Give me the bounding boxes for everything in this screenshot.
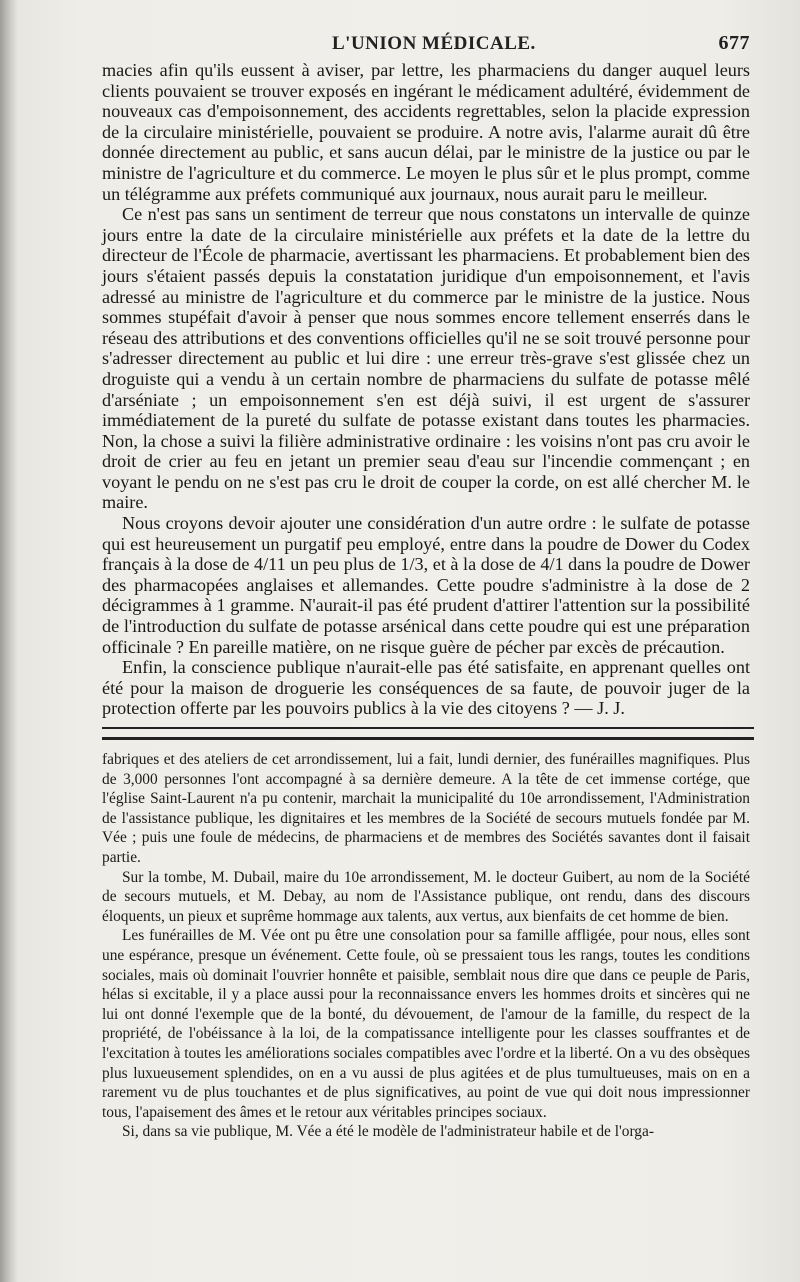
obituary-paragraph-1: fabriques et des ateliers de cet arrondissement, lui a fait, lundi dernier, des funérailles magnifiques. Plus de 3,000 personnes l'ont accompagné à sa dernière demeure. A la tête de cet immense cortége, que l'église Saint-Laurent n'a pu contenir, marchait la municipalité du 10e arrondissement, l'Administration de l'assistance publique, les dignitaires et les membres de la Société de secours mutuels fondée par M. Vée ; puis une foule de médecins, de pharmaciens et de membres des Sociétés savantes dont il faisait partie.: [102, 751, 750, 866]
article-paragraph-1: macies afin qu'ils eussent à aviser, par lettre, les pharmaciens du danger auquel leurs clients pouvaient se trouver exposés en ingérant le médicament adultéré, évidemment de nouveaux cas d'empoisonnement, des accidents regrettables, selon la placide expression de la circulaire ministérielle, pouvaient se produire. A notre avis, l'alarme aurait dû être donnée directement au public, et sans aucun délai, par le ministre de la justice ou par le ministre de l'agriculture et du commerce. Le moyen le plus sûr et le plus prompt, comme un télégramme aux préfets communiqué aux journaux, nous aurait paru le meilleur.: [102, 60, 750, 204]
obituary-paragraph-2: Sur la tombe, M. Dubail, maire du 10e arrondissement, M. le docteur Guibert, au nom de la Société de secours mutuels, et M. Debay, au nom de l'Assistance publique, ont rendu, dans des discours éloquents, un pieux et suprême hommage aux talents, aux vertus, aux bienfaits de cet homme de bien.: [102, 868, 750, 925]
article-paragraph-3: Nous croyons devoir ajouter une considération d'un autre ordre : le sulfate de potasse qui est heureusement un purgatif peu employé, entre dans la poudre de Dower du Codex français à la dose de 4/11 un peu plus de 1/3, et à la dose de 4/1 dans la poudre de Dower des pharmacopées anglaises et allemandes. Cette poudre s'administre à la dose de 2 décigrammes à 1 gramme. N'aurait-il pas été prudent d'attirer l'attention sur la possibilité de l'introduction du sulfate de potasse arsénical dans cette poudre qui est une préparation officinale ? En pareille matière, on ne risque guère de pécher par excès de précaution.: [102, 513, 750, 657]
obituary-paragraph-4: Si, dans sa vie publique, M. Vée a été le modèle de l'administrateur habile et de l'orga-: [122, 1123, 654, 1141]
obituary-section: [102, 750, 750, 1142]
obituary-paragraph-3: Les funérailles de M. Vée ont pu être une consolation pour sa famille affligée, pour nous, elles sont une espérance, presque un événement. Cette foule, où se pressaient tous les rangs, toutes les conditions sociales, mais où dominait l'ouvrier honnête et paisible, semblait nous dire que dans ce peuple de Paris, hélas si excitable, il y a place aussi pour la reconnaissance envers les hommes droits et sincères qui ne lui ont donné l'exemple que de la bonté, du dévouement, de l'amour de la famille, du respect de la propriété, de l'obéissance à la loi, de la compatissance intelligente pour les classes souffrantes et de l'excitation à toutes les améliorations sociales compatibles avec l'ordre et la liberté. On a vu des obsèques plus luxueusement splendides, on en a vu aussi de plus agitées et de plus tumultueuses, mais on en a rarement vu de plus touchantes et de plus significatives, au point de vue qui doit nous impressionner tous, l'apaisement des âmes et le retour aux véritables principes sociaux.: [102, 927, 750, 1121]
page-number: 677: [718, 32, 750, 54]
journal-title: L'UNION MÉDICALE.: [332, 33, 536, 54]
running-head: [332, 32, 750, 60]
editorial-article: [102, 60, 750, 719]
article-paragraph-2: Ce n'est pas sans un sentiment de terreur que nous constatons un intervalle de quinze jours entre la date de la circulaire ministérielle aux préfets et la date de la lettre du directeur de l'École de pharmacie, avertissant les pharmaciens. Et probablement bien des jours s'étaient passés depuis la constatation juridique d'un empoisonnement, et l'avis adressé au ministre de l'agriculture et du commerce par le ministre de la justice. Nous sommes stupéfait d'avoir à penser que nous sommes encore tellement enserrés dans le réseau des attributions et des conventions officielles qu'il ne se soit trouvé personne pour s'adresser directement au public et lui dire : une erreur très-grave s'est glissée chez un droguiste qui a vendu à un certain nombre de pharmaciens du sulfate de potasse mêlé d'arséniate ; un empoisonnement s'en est déjà suivi, il est urgent de s'assurer immédiatement de la pureté du sulfate de potasse existant dans toutes les pharmacies. Non, la chose a suivi la filière administrative ordinaire : les voisins n'ont pas cru avoir le droit de crier au feu en jetant un premier seau d'eau sur l'incendie commençant ; en voyant le pendu on ne s'est pas cru le droit de couper la corde, on est allé chercher M. le maire.: [102, 204, 750, 513]
article-paragraph-4: Enfin, la conscience publique n'aurait-elle pas été satisfaite, en apprenant quelles ont été pour la maison de droguerie les conséquences de sa faute, de pouvoir juger de la protection offerte par les pouvoirs publics à la vie des citoyens ? — J. J.: [102, 657, 750, 719]
section-divider: [102, 727, 754, 740]
binding-shadow: [0, 0, 18, 1282]
